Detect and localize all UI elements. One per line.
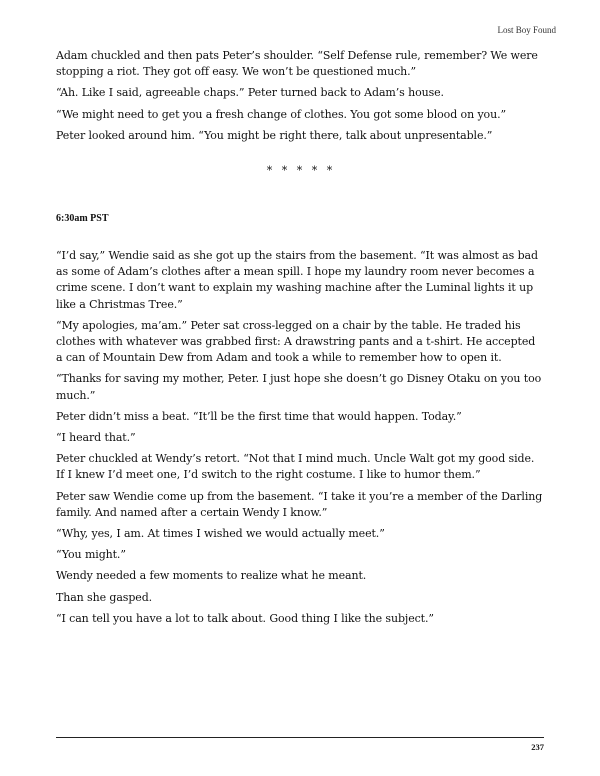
- paragraph: Peter didn’t miss a beat. “It’ll be the first time that would happen. Today.”: [56, 409, 462, 423]
- paragraph: Peter looked around him. “You might be right there, talk about unpresentable.”: [56, 128, 493, 142]
- running-header-title: Lost Boy Found: [497, 25, 556, 35]
- paragraph: Peter chuckled at Wendy’s retort. “Not that I mind much. Uncle Walt got my good side. If I knew I’d meet one, I’d switch to the right costume. I like to humor them.”: [56, 452, 535, 482]
- paragraph: Than she gasped.: [56, 590, 153, 604]
- time-heading: 6:30am PST: [56, 213, 109, 225]
- paragraph: “I heard that.”: [56, 431, 136, 445]
- paragraph: “I can tell you have a lot to talk about. Good thing I like the subject.”: [56, 611, 434, 625]
- page-number: 237: [531, 742, 544, 752]
- paragraph: “I’d say,” Wendie said as she got up the stairs from the basement. “It was almost as bad as some of Adam’s clothes after a mean spill. I hope my laundry room never becomes a crime scene. I don’t want to explain my washing machine after the Luminal lights it up like a Christmas Tree.”: [56, 249, 538, 311]
- paragraph: Adam chuckled and then pats Peter’s shoulder. “Self Defense rule, remember? We were stopping a riot. They got off easy. We won’t be questioned much.”: [56, 49, 538, 79]
- scene-separator: * * * * *: [266, 164, 334, 178]
- paragraph: “My apologies, ma’am.” Peter sat cross-legged on a chair by the table. He traded his clothes with whatever was grabbed first: A drawstring pants and a t-shirt. He accepted a can of Mountain Dew from Adam and took a while to remember how to open it.: [56, 318, 536, 365]
- paragraph: “You might.”: [56, 548, 126, 562]
- paragraph: “Why, yes, I am. At times I wished we would actually meet.”: [56, 527, 385, 541]
- paragraph: “Thanks for saving my mother, Peter. I just hope she doesn’t go Disney Otaku on you too much.”: [56, 372, 542, 402]
- page-body: [56, 48, 544, 632]
- paragraph: Wendy needed a few moments to realize what he meant.: [56, 569, 367, 583]
- paragraph: Peter saw Wendie come up from the basement. “I take it you’re a member of the Darling family. And named after a certain Wendy I know.”: [56, 489, 543, 519]
- paragraph: “We might need to get you a fresh change of clothes. You got some blood on you.”: [56, 107, 506, 121]
- paragraph: “Ah. Like I said, agreeable chaps.” Peter turned back to Adam’s house.: [56, 86, 444, 100]
- footer-rule: [56, 737, 544, 738]
